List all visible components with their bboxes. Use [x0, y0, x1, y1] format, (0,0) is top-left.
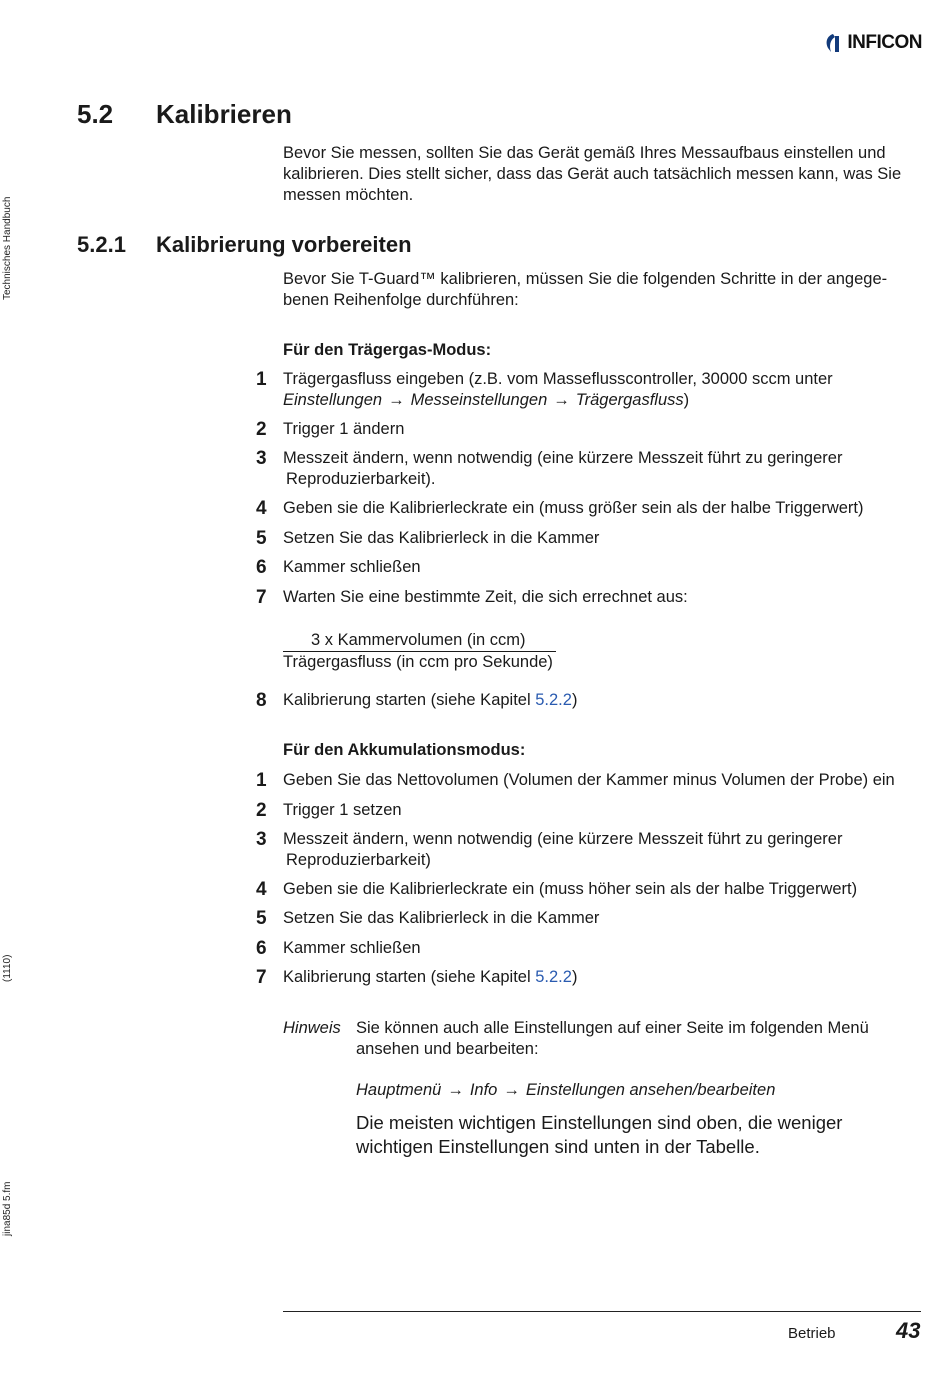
step-number: 4	[256, 498, 267, 519]
accum-step-2	[256, 800, 926, 821]
menu-path-item: Einstellungen	[283, 391, 383, 409]
arrow-right-icon: →	[388, 391, 405, 409]
note-text: Sie können auch alle Einstellungen auf einer Seite im folgenden Menü ansehen und bearbeiten:	[356, 1019, 869, 1058]
inficon-logo-icon	[824, 32, 844, 54]
section-title: Kalibrieren	[156, 99, 292, 129]
step-text: Messzeit ändern, wenn notwendig (eine kürzere Messzeit führt zu geringerer	[283, 449, 843, 467]
brand-name: INFICON	[847, 32, 922, 53]
step-text: Kammer schließen	[283, 939, 421, 957]
accum-step-4	[256, 879, 926, 900]
note-label: Hinweis	[283, 1019, 341, 1037]
margin-file-label: jina85d 5.fm	[2, 1181, 13, 1236]
subsection-intro: Bevor Sie T-Guard™ kalibrieren, müssen Sie die folgenden Schritte in der angegebenen Reihenfolge durchführen:	[283, 270, 888, 309]
carrier-step-7	[256, 587, 926, 608]
footer-divider	[283, 1311, 921, 1312]
footer-chapter: Betrieb	[788, 1325, 836, 1342]
step-text: Trigger 1 setzen	[283, 801, 402, 819]
carrier-heading: Für den Trägergas-Modus:	[283, 341, 492, 359]
arrow-right-icon: →	[447, 1081, 464, 1099]
carrier-step-2	[256, 419, 926, 440]
carrier-step-1	[256, 369, 926, 411]
margin-code-label: (1110)	[2, 954, 13, 982]
chapter-link[interactable]: 5.2.2	[535, 968, 572, 986]
step-number: 2	[256, 800, 267, 821]
formula	[283, 630, 556, 673]
step-text: Setzen Sie das Kalibrierleck in die Kammer	[283, 529, 600, 547]
note-extra: Die meisten wichtigen Einstellungen sind oben, die weniger wichtigen Einstellungen sind unten in der Tabelle.	[356, 1112, 843, 1157]
step-number: 3	[256, 448, 267, 469]
menu-path-item: Hauptmenü	[356, 1081, 442, 1099]
formula-denominator: Trägergasfluss (in ccm pro Sekunde)	[283, 653, 553, 671]
step-text-cont: Reproduzierbarkeit).	[286, 470, 436, 488]
arrow-right-icon: →	[503, 1081, 520, 1099]
accum-step-5	[256, 908, 926, 929]
accum-heading: Für den Akkumulationsmodus:	[283, 741, 526, 759]
accum-step-6	[256, 938, 926, 959]
close-paren: )	[571, 691, 578, 709]
step-text	[283, 690, 926, 711]
close-paren: )	[683, 391, 690, 409]
step-text: Trigger 1 ändern	[283, 420, 405, 438]
menu-path-item: Info	[469, 1081, 498, 1099]
carrier-step-8	[256, 690, 926, 711]
inficon-logo	[824, 32, 922, 54]
step-text: Warten Sie eine bestimmte Zeit, die sich errechnet aus:	[283, 588, 688, 606]
close-paren: )	[571, 968, 578, 986]
step-number: 7	[256, 967, 267, 988]
note-menu-path	[356, 1080, 775, 1101]
page-number: 43	[896, 1318, 921, 1343]
carrier-step-6	[256, 557, 926, 578]
step-number: 2	[256, 419, 267, 440]
step-text: Messzeit ändern, wenn notwendig (eine kürzere Messzeit führt zu geringerer	[283, 830, 843, 848]
step-number: 6	[256, 557, 267, 578]
step-text: Geben Sie das Nettovolumen (Volumen der Kammer minus Volumen der Probe) ein	[283, 771, 895, 789]
step-text: Kammer schließen	[283, 558, 421, 576]
chapter-link[interactable]: 5.2.2	[535, 691, 572, 709]
step-number: 1	[256, 770, 267, 791]
carrier-step-3	[256, 448, 926, 490]
menu-path-item: Trägergasfluss	[575, 391, 684, 409]
accum-step-1	[256, 770, 926, 791]
menu-path-item: Einstellungen ansehen/bearbeiten	[525, 1081, 776, 1099]
subsection-title: Kalibrierung vorbereiten	[156, 232, 412, 257]
subsection-number: 5.2.1	[77, 232, 126, 257]
menu-path	[283, 390, 926, 411]
accum-step-7	[256, 967, 926, 988]
step-number: 5	[256, 528, 267, 549]
step-text: Geben sie die Kalibrierleckrate ein (muss höher sein als der halbe Triggerwert)	[283, 880, 858, 898]
step-text	[283, 967, 926, 988]
step-text-main: Kalibrierung starten (siehe Kapitel	[283, 691, 536, 709]
step-number: 3	[256, 829, 267, 850]
step-text-main: Kalibrierung starten (siehe Kapitel	[283, 968, 536, 986]
step-number: 1	[256, 369, 267, 390]
step-number: 8	[256, 690, 267, 711]
accum-step-3	[256, 829, 926, 871]
formula-numerator: 3 x Kammervolumen (in ccm)	[283, 630, 556, 652]
step-text: Trägergasfluss eingeben (z.B. vom Masseflusscontroller, 30000 sccm unter	[283, 370, 833, 388]
step-text-cont: Reproduzierbarkeit)	[286, 851, 431, 869]
section-number: 5.2	[77, 99, 114, 129]
step-text: Setzen Sie das Kalibrierleck in die Kammer	[283, 909, 600, 927]
carrier-step-4	[256, 498, 926, 519]
arrow-right-icon: →	[553, 391, 570, 409]
margin-manual-label: Technisches Handbuch	[2, 196, 13, 300]
menu-path-item: Messeinstellungen	[410, 391, 548, 409]
carrier-step-5	[256, 528, 926, 549]
step-number: 7	[256, 587, 267, 608]
step-number: 4	[256, 879, 267, 900]
section-intro: Bevor Sie messen, sollten Sie das Gerät gemäß Ihres Messaufbaus einstellen und kalibrieren. Dies stellt sicher, dass das Gerät auch tatsächlich messen kann, was Sie messen möchten.	[283, 144, 902, 204]
step-number: 5	[256, 908, 267, 929]
step-number: 6	[256, 938, 267, 959]
step-text: Geben sie die Kalibrierleckrate ein (muss größer sein als der halbe Triggerwert)	[283, 499, 864, 517]
